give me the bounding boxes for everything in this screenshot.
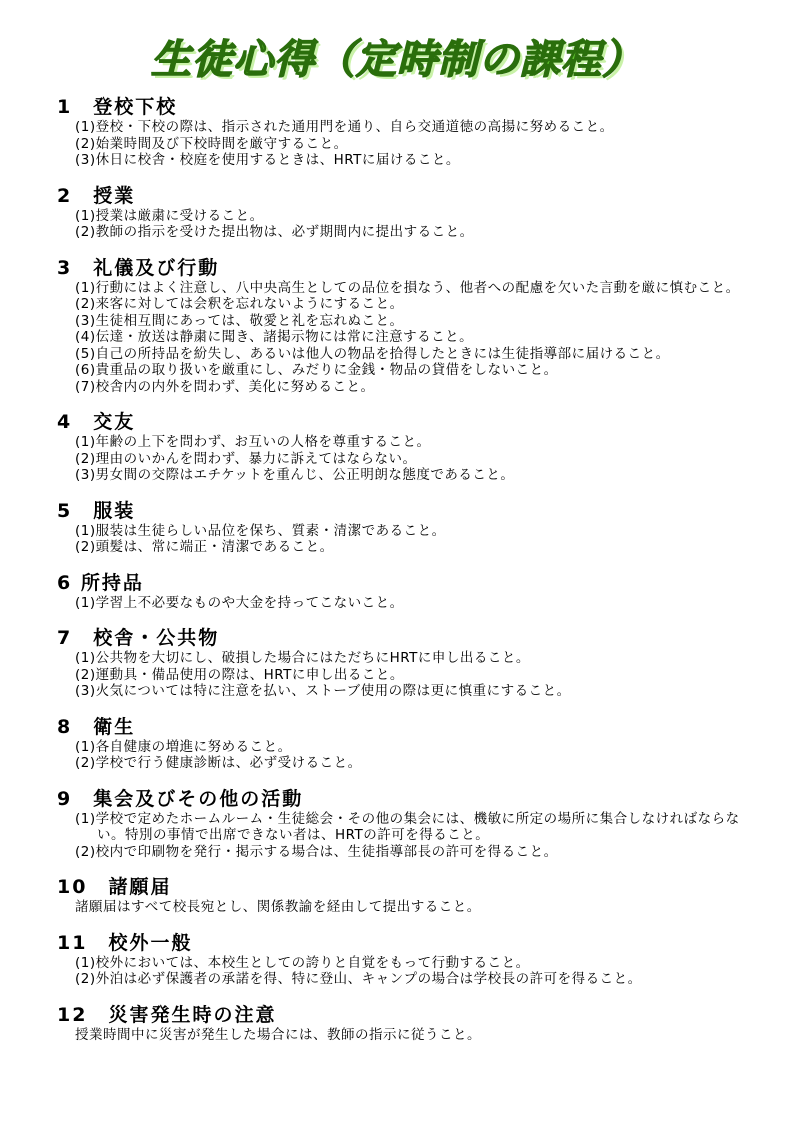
section-heading: 11 校外一般 [57, 931, 193, 954]
rule-item: (1)行動にはよく注意し、八中央高生としての品位を損なう、他者への配慮を欠いた言動を厳に慎むこと。 [75, 279, 740, 296]
rule-item: (2)校内で印刷物を発行・掲示する場合は、生徒指導部長の許可を得ること。 [75, 843, 558, 860]
rule-item: (3)火気については特に注意を払い、ストーブ使用の際は更に慎重にすること。 [75, 683, 571, 699]
section-heading: 6 所持品 [57, 571, 144, 594]
section-heading: 1 登校下校 [57, 96, 178, 118]
rule-item: (2)外泊は必ず保護者の承諾を得、特に登山、キャンプの場合は学校長の許可を得ること。 [75, 971, 642, 987]
rule-item: (4)伝達・放送は静粛に聞き、諸掲示物には常に注意すること。 [75, 329, 474, 345]
section-heading: 4 交友 [57, 411, 136, 433]
section-4 [57, 410, 747, 484]
section-12 [57, 1003, 747, 1044]
rule-item: (1)登校・下校の際は、指示された通用門を通り、自ら交通道徳の高揚に努めること。 [75, 119, 614, 135]
rule-item: (2)教師の指示を受けた提出物は、必ず期間内に提出すること。 [75, 224, 474, 240]
section-heading: 2 授業 [57, 184, 136, 207]
rule-item: (7)校舎内の内外を問わず、美化に努めること。 [75, 378, 375, 395]
rule-item: (1)学校で定めたホームルーム・生徒総会・その他の集会には、機敏に所定の場所に集合しなければならない。特別の事情で出席できない者は、HRTの許可を得ること。 [75, 810, 740, 843]
section-10 [57, 875, 747, 916]
section-5 [57, 499, 747, 556]
rule-item: (2)頭髪は、常に端正・清潔であること。 [75, 539, 334, 555]
section-6 [57, 571, 747, 612]
section-heading: 3 礼儀及び行動 [57, 256, 220, 279]
section-heading: 12 災害発生時の注意 [57, 1003, 277, 1026]
rule-item: (2)始業時間及び下校時間を厳守すること。 [75, 135, 348, 152]
rule-text: 諸願届はすべて校長宛とし、関係教諭を経由して提出すること。 [75, 899, 481, 915]
section-7 [57, 626, 747, 700]
rule-item: (1)公共物を大切にし、破損した場合にはただちにHRTに申し出ること。 [75, 650, 530, 666]
rule-item: (1)各自健康の増進に努めること。 [75, 738, 292, 755]
rule-item: (1)校外においては、本校生としての誇りと自覚をもって行動すること。 [75, 954, 530, 971]
rule-item: (2)運動具・備品使用の際は、HRTに申し出ること。 [75, 666, 404, 683]
rule-item: (6)貴重品の取り扱いを厳重にし、みだりに金銭・物品の貸借をしないこと。 [75, 362, 558, 378]
section-2 [57, 184, 747, 241]
rule-text: 授業時間中に災害が発生した場合には、教師の指示に従うこと。 [75, 1026, 481, 1043]
section-heading: 10 諸願届 [57, 876, 172, 898]
section-heading: 9 集会及びその他の活動 [57, 787, 304, 810]
rule-item: (2)理由のいかんを問わず、暴力に訴えてはならない。 [75, 450, 417, 467]
rule-item: (1)服装は生徒らしい品位を保ち、質素・清潔であること。 [75, 522, 446, 539]
section-3 [57, 256, 747, 396]
document-title: 生徒心得（定時制の課程） [151, 37, 643, 83]
rule-item: (1)学習上不必要なものや大金を持ってこないこと。 [75, 594, 404, 611]
section-11 [57, 931, 747, 988]
rule-item: (2)来客に対しては会釈を忘れないようにすること。 [75, 296, 404, 312]
rule-item: (2)学校で行う健康診断は、必ず受けること。 [75, 755, 362, 771]
rule-item: (1)授業は厳粛に受けること。 [75, 207, 264, 224]
rule-item: (5)自己の所持品を紛失し、あるいは他人の物品を拾得したときには生徒指導部に届けること。 [75, 345, 670, 362]
section-1 [57, 95, 747, 169]
section-9 [57, 787, 747, 861]
section-heading: 5 服装 [57, 499, 136, 522]
rule-item: (3)生徒相互間にあっては、敬愛と礼を忘れぬこと。 [75, 312, 404, 329]
rules-list [57, 95, 747, 1058]
rule-item: (3)男女間の交際はエチケットを重んじ、公正明朗な態度であること。 [75, 467, 515, 483]
section-8 [57, 715, 747, 772]
rule-item: (1)年齢の上下を問わず、お互いの人格を尊重すること。 [75, 434, 431, 450]
section-heading: 8 衛生 [57, 715, 136, 738]
rule-item: (3)休日に校舎・校庭を使用するときは、HRTに届けること。 [75, 152, 460, 168]
section-heading: 7 校舎・公共物 [57, 627, 220, 649]
